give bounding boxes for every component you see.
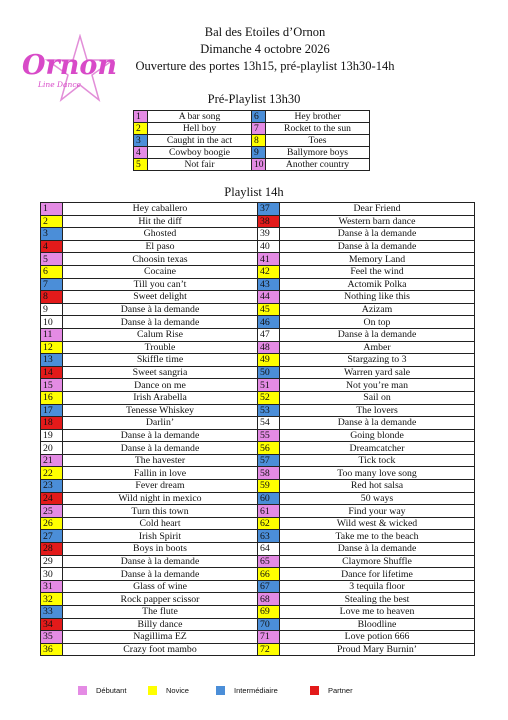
table-row	[41, 404, 475, 417]
track-number: 5	[134, 159, 148, 171]
dance-title: Cold heart	[63, 517, 258, 530]
track-number: 22	[41, 467, 63, 480]
track-number: 46	[258, 316, 280, 329]
table-row	[41, 580, 475, 593]
dance-title: 3 tequila floor	[280, 580, 475, 593]
track-number: 25	[41, 505, 63, 518]
dance-title: Irish Arabella	[63, 391, 258, 404]
dance-title: El paso	[63, 240, 258, 253]
table-row	[41, 643, 475, 656]
track-number: 49	[258, 354, 280, 367]
table-row	[41, 555, 475, 568]
track-number: 20	[41, 442, 63, 455]
table-row	[41, 278, 475, 291]
track-number: 4	[41, 240, 63, 253]
dance-title: Bloodline	[280, 618, 475, 631]
track-number: 10	[41, 316, 63, 329]
dance-title: Till you can’t	[63, 278, 258, 291]
dance-title: Danse à la demande	[63, 555, 258, 568]
dance-title: Proud Mary Burnin’	[280, 643, 475, 656]
track-number: 24	[41, 492, 63, 505]
track-number: 28	[41, 543, 63, 556]
table-row	[41, 429, 475, 442]
dance-title: Cocaine	[63, 265, 258, 278]
table-row	[134, 147, 370, 159]
track-number: 71	[258, 631, 280, 644]
track-number: 68	[258, 593, 280, 606]
track-number: 21	[41, 454, 63, 467]
track-number: 6	[252, 111, 266, 123]
table-row	[41, 467, 475, 480]
table-row	[41, 480, 475, 493]
dance-title: Find your way	[280, 505, 475, 518]
table-row	[41, 265, 475, 278]
dance-title: Dreamcatcher	[280, 442, 475, 455]
table-row	[134, 123, 370, 135]
dance-title: Not fair	[148, 159, 252, 171]
table-row	[41, 530, 475, 543]
dance-title: Nagillima EZ	[63, 631, 258, 644]
track-number: 54	[258, 417, 280, 430]
dance-title: Not you’re man	[280, 379, 475, 392]
table-row	[41, 366, 475, 379]
dance-title: Dance for lifetime	[280, 568, 475, 581]
dance-title: Choosin texas	[63, 253, 258, 266]
dance-title: Fever dream	[63, 480, 258, 493]
track-number: 37	[258, 203, 280, 216]
dance-title: Amber	[280, 341, 475, 354]
track-number: 39	[258, 228, 280, 241]
event-title: Bal des Etoiles d’Ornon	[204, 25, 326, 39]
playlist-title: Playlist 14h	[224, 185, 284, 199]
table-row	[41, 543, 475, 556]
preplaylist-title: Pré-Playlist 13h30	[207, 92, 301, 106]
track-number: 53	[258, 404, 280, 417]
dance-title: Rock papper scissor	[63, 593, 258, 606]
dance-title: Claymore Shuffle	[280, 555, 475, 568]
track-number: 26	[41, 517, 63, 530]
dance-title: Warren yard sale	[280, 366, 475, 379]
dance-title: Red hot salsa	[280, 480, 475, 493]
track-number: 48	[258, 341, 280, 354]
table-row	[41, 240, 475, 253]
track-number: 7	[252, 123, 266, 135]
legend-swatch	[310, 686, 319, 695]
table-row	[41, 215, 475, 228]
track-number: 2	[41, 215, 63, 228]
dance-title: Cowboy boogie	[148, 147, 252, 159]
dance-title: Rocket to the sun	[266, 123, 370, 135]
dance-title: Danse à la demande	[63, 568, 258, 581]
track-number: 1	[41, 203, 63, 216]
table-row	[134, 159, 370, 171]
dance-title: The flute	[63, 606, 258, 619]
dance-title: On top	[280, 316, 475, 329]
track-number: 42	[258, 265, 280, 278]
dance-title: Danse à la demande	[280, 417, 475, 430]
dance-title: Danse à la demande	[280, 328, 475, 341]
track-number: 35	[41, 631, 63, 644]
legend-swatch	[148, 686, 157, 695]
track-number: 14	[41, 366, 63, 379]
legend-swatch	[78, 686, 87, 695]
table-row	[41, 442, 475, 455]
playlist-table	[40, 202, 475, 656]
track-number: 6	[41, 265, 63, 278]
dance-title: Stealing the best	[280, 593, 475, 606]
track-number: 8	[41, 291, 63, 304]
table-row	[41, 328, 475, 341]
dance-title: Caught in the act	[148, 135, 252, 147]
track-number: 32	[41, 593, 63, 606]
dance-title: A bar song	[148, 111, 252, 123]
table-row	[41, 517, 475, 530]
track-number: 51	[258, 379, 280, 392]
dance-title: Ballymore boys	[266, 147, 370, 159]
dance-title: Darlin’	[63, 417, 258, 430]
track-number: 8	[252, 135, 266, 147]
legend-item	[148, 686, 189, 695]
track-number: 58	[258, 467, 280, 480]
track-number: 3	[134, 135, 148, 147]
dance-title: Danse à la demande	[280, 228, 475, 241]
dance-title: Hey caballero	[63, 203, 258, 216]
legend-item	[78, 686, 126, 695]
table-row	[41, 618, 475, 631]
level-legend	[0, 686, 508, 702]
table-row	[41, 291, 475, 304]
track-number: 15	[41, 379, 63, 392]
track-number: 11	[41, 328, 63, 341]
track-number: 44	[258, 291, 280, 304]
track-number: 62	[258, 517, 280, 530]
event-header	[120, 24, 410, 75]
track-number: 38	[258, 215, 280, 228]
dance-title: Sail on	[280, 391, 475, 404]
dance-title: Danse à la demande	[63, 442, 258, 455]
dance-title: Azizam	[280, 303, 475, 316]
track-number: 70	[258, 618, 280, 631]
track-number: 50	[258, 366, 280, 379]
logo-text: Ornon	[22, 50, 118, 81]
dance-title: Nothing like this	[280, 291, 475, 304]
dance-title: Another country	[266, 159, 370, 171]
dance-title: Dear Friend	[280, 203, 475, 216]
track-number: 56	[258, 442, 280, 455]
track-number: 33	[41, 606, 63, 619]
track-number: 3	[41, 228, 63, 241]
dance-title: Memory Land	[280, 253, 475, 266]
table-row	[41, 203, 475, 216]
legend-item	[310, 686, 353, 695]
table-row	[41, 505, 475, 518]
track-number: 30	[41, 568, 63, 581]
track-number: 72	[258, 643, 280, 656]
track-number: 59	[258, 480, 280, 493]
track-number: 60	[258, 492, 280, 505]
dance-title: Danse à la demande	[280, 240, 475, 253]
dance-title: Hell boy	[148, 123, 252, 135]
preplaylist-table	[133, 110, 370, 171]
dance-title: Hit the diff	[63, 215, 258, 228]
dance-title: Trouble	[63, 341, 258, 354]
track-number: 61	[258, 505, 280, 518]
dance-title: Stargazing to 3	[280, 354, 475, 367]
track-number: 13	[41, 354, 63, 367]
dance-title: Western barn dance	[280, 215, 475, 228]
track-number: 45	[258, 303, 280, 316]
track-number: 10	[252, 159, 266, 171]
table-row	[41, 454, 475, 467]
dance-title: Fallin in love	[63, 467, 258, 480]
track-number: 36	[41, 643, 63, 656]
dance-title: Danse à la demande	[63, 429, 258, 442]
table-row	[41, 303, 475, 316]
table-row	[41, 593, 475, 606]
track-number: 12	[41, 341, 63, 354]
dance-title: The lovers	[280, 404, 475, 417]
dance-title: Ghosted	[63, 228, 258, 241]
dance-title: Take me to the beach	[280, 530, 475, 543]
dance-title: Glass of wine	[63, 580, 258, 593]
dance-title: Tick tock	[280, 454, 475, 467]
dance-title: Actomik Polka	[280, 278, 475, 291]
table-row	[41, 354, 475, 367]
dance-title: Wild night in mexico	[63, 492, 258, 505]
table-row	[41, 228, 475, 241]
track-number: 43	[258, 278, 280, 291]
legend-label: Novice	[166, 686, 189, 695]
dance-title: Danse à la demande	[63, 316, 258, 329]
logo-subtext: Line Dance	[38, 80, 81, 89]
table-row	[41, 606, 475, 619]
table-row	[41, 316, 475, 329]
track-number: 34	[41, 618, 63, 631]
dance-title: Sweet delight	[63, 291, 258, 304]
dance-title: Crazy foot mambo	[63, 643, 258, 656]
dance-title: Going blonde	[280, 429, 475, 442]
track-number: 40	[258, 240, 280, 253]
track-number: 65	[258, 555, 280, 568]
dance-title: Wild west & wicked	[280, 517, 475, 530]
track-number: 5	[41, 253, 63, 266]
event-schedule: Ouverture des portes 13h15, pré-playlist 13h30-14h	[135, 59, 395, 73]
dance-title: Tenesse Whiskey	[63, 404, 258, 417]
legend-label: Intermédiaire	[234, 686, 278, 695]
dance-title: Love potion 666	[280, 631, 475, 644]
dance-title: Irish Spirit	[63, 530, 258, 543]
dance-title: Feel the wind	[280, 265, 475, 278]
track-number: 18	[41, 417, 63, 430]
table-row	[134, 111, 370, 123]
legend-label: Partner	[328, 686, 353, 695]
dance-title: Toes	[266, 135, 370, 147]
track-number: 64	[258, 543, 280, 556]
dance-title: Danse à la demande	[63, 303, 258, 316]
table-row	[41, 379, 475, 392]
dance-title: Love me to heaven	[280, 606, 475, 619]
track-number: 19	[41, 429, 63, 442]
track-number: 52	[258, 391, 280, 404]
track-number: 4	[134, 147, 148, 159]
event-date: Dimanche 4 octobre 2026	[200, 42, 330, 56]
table-row	[41, 568, 475, 581]
dance-title: Billy dance	[63, 618, 258, 631]
dance-title: Hey brother	[266, 111, 370, 123]
legend-swatch	[216, 686, 225, 695]
track-number: 55	[258, 429, 280, 442]
table-row	[41, 341, 475, 354]
dance-title: Calum Rise	[63, 328, 258, 341]
dance-title: Boys in boots	[63, 543, 258, 556]
table-row	[134, 135, 370, 147]
legend-item	[216, 686, 278, 695]
track-number: 63	[258, 530, 280, 543]
table-row	[41, 391, 475, 404]
table-row	[41, 253, 475, 266]
track-number: 17	[41, 404, 63, 417]
track-number: 47	[258, 328, 280, 341]
track-number: 23	[41, 480, 63, 493]
track-number: 16	[41, 391, 63, 404]
dance-title: The havester	[63, 454, 258, 467]
track-number: 41	[258, 253, 280, 266]
dance-title: Too many love song	[280, 467, 475, 480]
table-row	[41, 417, 475, 430]
track-number: 69	[258, 606, 280, 619]
dance-title: Turn this town	[63, 505, 258, 518]
track-number: 29	[41, 555, 63, 568]
track-number: 27	[41, 530, 63, 543]
dance-title: Dance on me	[63, 379, 258, 392]
track-number: 7	[41, 278, 63, 291]
legend-label: Débutant	[96, 686, 127, 695]
track-number: 57	[258, 454, 280, 467]
dance-title: Skiffle time	[63, 354, 258, 367]
track-number: 66	[258, 568, 280, 581]
dance-title: 50 ways	[280, 492, 475, 505]
track-number: 31	[41, 580, 63, 593]
table-row	[41, 492, 475, 505]
dance-title: Sweet sangria	[63, 366, 258, 379]
track-number: 1	[134, 111, 148, 123]
track-number: 67	[258, 580, 280, 593]
dance-title: Danse à la demande	[280, 543, 475, 556]
track-number: 2	[134, 123, 148, 135]
track-number: 9	[41, 303, 63, 316]
table-row	[41, 631, 475, 644]
track-number: 9	[252, 147, 266, 159]
